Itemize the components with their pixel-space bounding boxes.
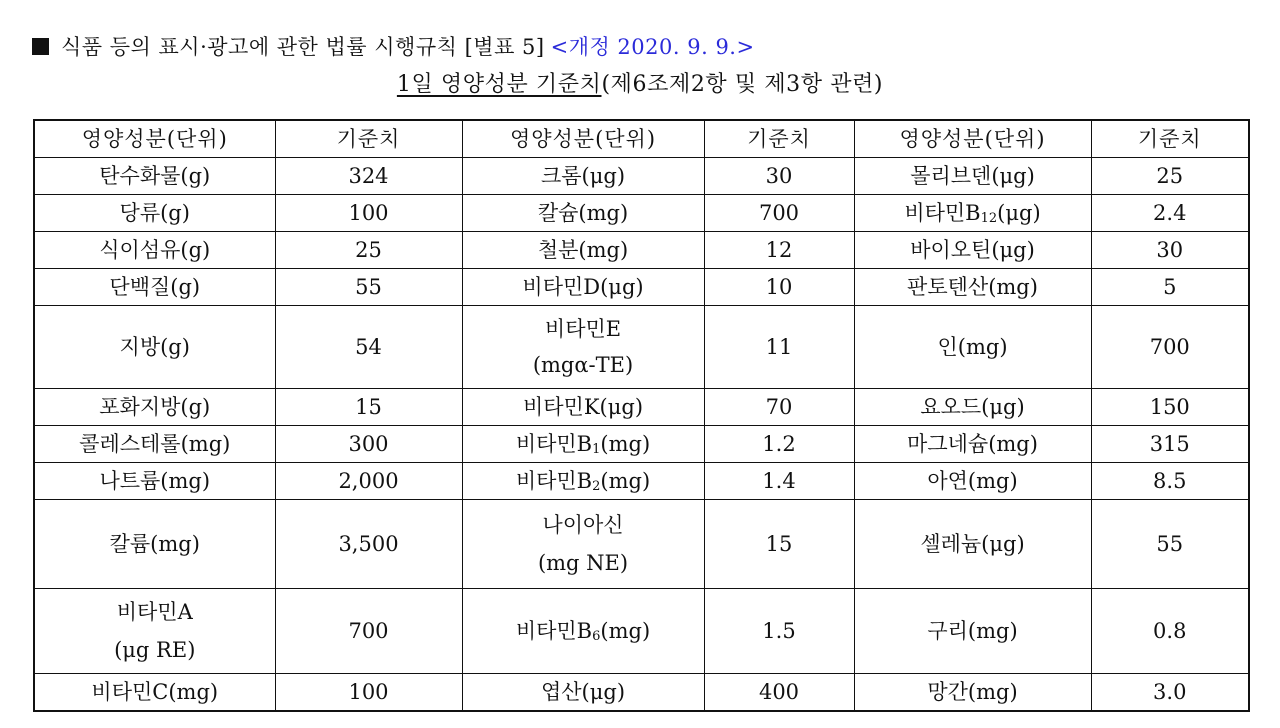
nutrient-unit: (mg): [600, 469, 651, 493]
nutrient-name: 나이아신: [542, 513, 624, 537]
law-header: [32, 31, 755, 61]
value-cell: 55: [1091, 500, 1249, 589]
value-cell: 300: [275, 426, 462, 463]
table-row: [34, 269, 1249, 306]
value-cell: 15: [275, 389, 462, 426]
table-row: [34, 232, 1249, 269]
table-row: [34, 158, 1249, 195]
table-row: [34, 500, 1249, 589]
nutrient-subscript: 2: [592, 479, 601, 494]
nutrient-cell: 지방(g): [34, 306, 275, 389]
header-nutrient-2: 영양성분(단위): [462, 120, 704, 158]
value-cell: 15: [704, 500, 854, 589]
nutrient-cell: [34, 589, 275, 674]
nutrient-name: 비타민E: [544, 317, 622, 341]
value-cell: 30: [704, 158, 854, 195]
nutrient-cell: 비타민K(μg): [462, 389, 704, 426]
value-cell: 1.2: [704, 426, 854, 463]
nutrient-cell: [462, 589, 704, 674]
value-cell: 25: [1091, 158, 1249, 195]
nutrient-subscript: 12: [980, 211, 998, 226]
nutrient-name: 비타민B: [515, 619, 593, 643]
nutrient-cell: 탄수화물(g): [34, 158, 275, 195]
nutrient-cell: [462, 500, 704, 589]
nutrient-unit: (mgα-TE): [532, 353, 634, 377]
nutrient-cell: 당류(g): [34, 195, 275, 232]
table-row: [34, 426, 1249, 463]
nutrient-cell: 셀레늄(μg): [854, 500, 1091, 589]
nutrient-unit: (mg): [600, 432, 651, 456]
value-cell: 3.0: [1091, 674, 1249, 712]
value-cell: 11: [704, 306, 854, 389]
nutrient-cell: 비타민C(mg): [34, 674, 275, 712]
nutrient-name: 비타민A: [116, 600, 193, 624]
value-cell: 54: [275, 306, 462, 389]
value-cell: 55: [275, 269, 462, 306]
nutrient-cell: 나트륨(mg): [34, 463, 275, 500]
value-cell: 3,500: [275, 500, 462, 589]
table-row: [34, 674, 1249, 712]
table-row: [34, 389, 1249, 426]
law-reference: 식품 등의 표시·광고에 관한 법률 시행규칙 [별표 5]: [61, 35, 545, 59]
nutrient-unit: (μg): [997, 201, 1041, 225]
nutrient-cell: 식이섬유(g): [34, 232, 275, 269]
nutrient-cell: [854, 195, 1091, 232]
value-cell: 8.5: [1091, 463, 1249, 500]
value-cell: 70: [704, 389, 854, 426]
nutrient-cell: 망간(mg): [854, 674, 1091, 712]
nutrient-cell: 아연(mg): [854, 463, 1091, 500]
nutrient-cell: 요오드(μg): [854, 389, 1091, 426]
nutrient-name: 비타민B: [515, 432, 593, 456]
table-row: [34, 589, 1249, 674]
nutrient-cell: 포화지방(g): [34, 389, 275, 426]
nutrient-cell: 콜레스테롤(mg): [34, 426, 275, 463]
value-cell: 2.4: [1091, 195, 1249, 232]
table-row: [34, 306, 1249, 389]
nutrient-unit: (mg NE): [537, 551, 629, 575]
nutrient-cell: 바이오틴(μg): [854, 232, 1091, 269]
nutrient-cell: 판토텐산(mg): [854, 269, 1091, 306]
value-cell: 700: [704, 195, 854, 232]
value-cell: 100: [275, 195, 462, 232]
header-value-1: 기준치: [275, 120, 462, 158]
nutrient-cell: [462, 426, 704, 463]
black-square-icon: [32, 38, 49, 55]
value-cell: 10: [704, 269, 854, 306]
daily-value-table: [33, 119, 1250, 712]
nutrient-name: 비타민B: [904, 201, 981, 225]
value-cell: 2,000: [275, 463, 462, 500]
nutrient-cell: 마그네슘(mg): [854, 426, 1091, 463]
value-cell: 700: [1091, 306, 1249, 389]
table-row: [34, 195, 1249, 232]
value-cell: 5: [1091, 269, 1249, 306]
nutrient-unit: (mg): [600, 619, 651, 643]
nutrient-cell: 크롬(μg): [462, 158, 704, 195]
nutrient-cell: 단백질(g): [34, 269, 275, 306]
nutrient-cell: [462, 306, 704, 389]
value-cell: 30: [1091, 232, 1249, 269]
value-cell: 1.4: [704, 463, 854, 500]
title-main: 1일 영양성분 기준치: [396, 72, 602, 97]
value-cell: 400: [704, 674, 854, 712]
nutrient-cell: 구리(mg): [854, 589, 1091, 674]
nutrient-cell: 인(mg): [854, 306, 1091, 389]
nutrient-cell: 칼슘(mg): [462, 195, 704, 232]
nutrient-name: 비타민B: [515, 469, 593, 493]
value-cell: 150: [1091, 389, 1249, 426]
nutrient-cell: 엽산(μg): [462, 674, 704, 712]
nutrient-cell: 칼륨(mg): [34, 500, 275, 589]
value-cell: 0.8: [1091, 589, 1249, 674]
header-nutrient-1: 영양성분(단위): [34, 120, 275, 158]
header-nutrient-3: 영양성분(단위): [854, 120, 1091, 158]
nutrient-cell: [462, 463, 704, 500]
table-header-row: [34, 120, 1249, 158]
nutrient-cell: 철분(mg): [462, 232, 704, 269]
value-cell: 315: [1091, 426, 1249, 463]
value-cell: 12: [704, 232, 854, 269]
nutrient-subscript: 1: [592, 442, 601, 457]
nutrient-subscript: 6: [592, 629, 601, 644]
amendment-date: <개정 2020. 9. 9.>: [550, 35, 755, 59]
header-value-3: 기준치: [1091, 120, 1249, 158]
nutrient-unit: (μg RE): [114, 638, 196, 662]
table-row: [34, 463, 1249, 500]
nutrient-cell: 비타민D(μg): [462, 269, 704, 306]
value-cell: 324: [275, 158, 462, 195]
nutrient-cell: 몰리브덴(μg): [854, 158, 1091, 195]
value-cell: 700: [275, 589, 462, 674]
value-cell: 25: [275, 232, 462, 269]
value-cell: 100: [275, 674, 462, 712]
value-cell: 1.5: [704, 589, 854, 674]
header-value-2: 기준치: [704, 120, 854, 158]
title-suffix: (제6조제2항 및 제3항 관련): [601, 72, 884, 97]
page-title: [0, 67, 1280, 98]
